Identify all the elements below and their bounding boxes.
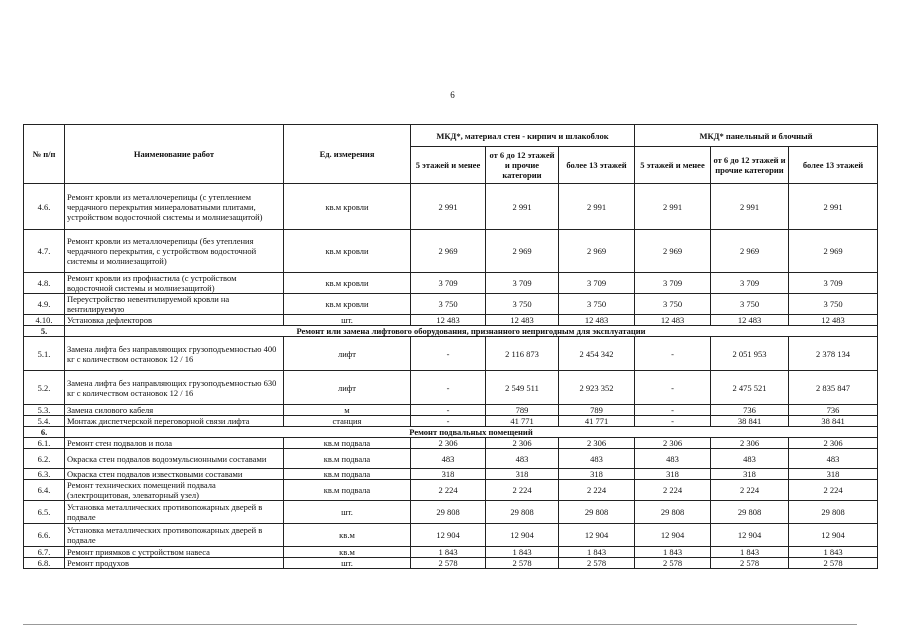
unit-cell: кв.м кровли (284, 294, 411, 315)
cost-value-cell: 2 224 (411, 480, 486, 501)
row-number: 5.4. (24, 416, 65, 427)
cost-value-cell: 38 841 (789, 416, 878, 427)
header-number: № п/п (24, 125, 65, 184)
cost-value-cell: 2 306 (411, 438, 486, 449)
table-row (24, 371, 878, 405)
work-name-cell: Установка дефлекторов (65, 315, 284, 326)
cost-value-cell: 12 483 (635, 315, 711, 326)
cost-value-cell: 2 224 (559, 480, 635, 501)
cost-value-cell: 12 904 (635, 524, 711, 547)
cost-value-cell: 2 306 (635, 438, 711, 449)
work-name-cell: Ремонт технических помещений подвала (электрощитовая, элеваторный узел) (65, 480, 284, 501)
header-floors-6-12: от 6 до 12 этажей и прочие категории (711, 147, 789, 184)
cost-value-cell: 483 (789, 449, 878, 469)
section-title: Ремонт подвальных помещений (65, 427, 878, 438)
work-name-cell: Ремонт стен подвалов и пола (65, 438, 284, 449)
table-row (24, 438, 878, 449)
work-name-cell: Переустройство невентилируемой кровли на вентилируемую (65, 294, 284, 315)
unit-cell: кв.м (284, 524, 411, 547)
cost-value-cell: 3 709 (486, 273, 559, 294)
cost-value-cell: 318 (711, 469, 789, 480)
cost-value-cell: 2 224 (635, 480, 711, 501)
cost-value-cell: 2 991 (789, 184, 878, 230)
cost-value-cell: 2 835 847 (789, 371, 878, 405)
work-name-cell: Ремонт приямков с устройством навеса (65, 547, 284, 558)
work-name-cell: Ремонт продухов (65, 558, 284, 569)
unit-cell: кв.м подвала (284, 480, 411, 501)
cost-value-cell: 483 (635, 449, 711, 469)
work-name-cell: Установка металлических противопожарных дверей в подвале (65, 524, 284, 547)
cost-value-cell: 3 750 (789, 294, 878, 315)
cost-value-cell: 2 578 (711, 558, 789, 569)
row-number: 6.4. (24, 480, 65, 501)
cost-value-cell: 318 (559, 469, 635, 480)
unit-cell: станция (284, 416, 411, 427)
cost-value-cell: 3 750 (411, 294, 486, 315)
table-row (24, 469, 878, 480)
cost-value-cell: 29 808 (486, 501, 559, 524)
row-number: 4.10. (24, 315, 65, 326)
cost-value-cell: 3 709 (411, 273, 486, 294)
cost-value-cell: 3 750 (486, 294, 559, 315)
row-number: 4.8. (24, 273, 65, 294)
page-number: 6 (450, 90, 455, 100)
header-unit: Ед. измерения (284, 125, 411, 184)
table-row (24, 480, 878, 501)
cost-value-cell: 2 306 (711, 438, 789, 449)
cost-value-cell: 2 378 134 (789, 337, 878, 371)
cost-value-cell: 12 904 (559, 524, 635, 547)
cost-value-cell: 3 709 (559, 273, 635, 294)
table-row (24, 337, 878, 371)
cost-value-cell: 29 808 (711, 501, 789, 524)
table-row (24, 184, 878, 230)
cost-value-cell: 12 483 (486, 315, 559, 326)
header-group-brick: МКД*, материал стен - кирпич и шлакоблок (411, 125, 635, 147)
row-number: 5.2. (24, 371, 65, 405)
cost-value-cell: 12 904 (411, 524, 486, 547)
cost-value-cell: - (635, 371, 711, 405)
cost-value-cell: 2 991 (411, 184, 486, 230)
cost-value-cell: 38 841 (711, 416, 789, 427)
bottom-rule (23, 624, 857, 625)
table-row (24, 315, 878, 326)
cost-value-cell: - (411, 337, 486, 371)
cost-value-cell: 2 475 521 (711, 371, 789, 405)
section-row (24, 427, 878, 438)
cost-value-cell: 318 (635, 469, 711, 480)
cost-value-cell: 1 843 (711, 547, 789, 558)
cost-value-cell: 12 904 (789, 524, 878, 547)
table-row (24, 416, 878, 427)
cost-value-cell: 318 (411, 469, 486, 480)
cost-value-cell: 3 750 (559, 294, 635, 315)
header-floors-13: более 13 этажей (559, 147, 635, 184)
row-number: 4.9. (24, 294, 65, 315)
cost-value-cell: 12 483 (559, 315, 635, 326)
row-number: 5. (24, 326, 65, 337)
unit-cell: шт. (284, 501, 411, 524)
cost-value-cell: 12 904 (711, 524, 789, 547)
cost-value-cell: 29 808 (789, 501, 878, 524)
header-work-name: Наименование работ (65, 125, 284, 184)
cost-value-cell: - (411, 371, 486, 405)
cost-value-cell: 483 (411, 449, 486, 469)
table-row (24, 230, 878, 273)
row-number: 6.1. (24, 438, 65, 449)
cost-value-cell: 2 306 (789, 438, 878, 449)
cost-value-cell: 2 969 (486, 230, 559, 273)
table-row (24, 449, 878, 469)
cost-value-cell: 2 224 (789, 480, 878, 501)
cost-value-cell: - (411, 405, 486, 416)
cost-value-cell: 12 483 (711, 315, 789, 326)
row-number: 6.6. (24, 524, 65, 547)
cost-value-cell: 1 843 (411, 547, 486, 558)
row-number: 6.2. (24, 449, 65, 469)
table-row (24, 547, 878, 558)
cost-value-cell: 2 969 (559, 230, 635, 273)
table-row (24, 524, 878, 547)
cost-value-cell: - (635, 337, 711, 371)
unit-cell: м (284, 405, 411, 416)
cost-value-cell: 2 578 (411, 558, 486, 569)
unit-cell: кв.м подвала (284, 469, 411, 480)
cost-value-cell: 12 483 (789, 315, 878, 326)
cost-value-cell: 2 991 (711, 184, 789, 230)
unit-cell: кв.м кровли (284, 273, 411, 294)
work-name-cell: Ремонт кровли из металлочерепицы (с утеплением чердачного перекрытия минераловатными плитами, устройством водосточной системы и молниезащитой) (65, 184, 284, 230)
work-name-cell: Замена силового кабеля (65, 405, 284, 416)
cost-value-cell: 1 843 (789, 547, 878, 558)
cost-value-cell: 2 969 (711, 230, 789, 273)
cost-value-cell: 2 578 (789, 558, 878, 569)
cost-value-cell: 3 709 (711, 273, 789, 294)
cost-value-cell: 1 843 (559, 547, 635, 558)
work-name-cell: Замена лифта без направляющих грузоподъемностью 400 кг с количеством остановок 12 / 16 (65, 337, 284, 371)
cost-value-cell: 3 709 (789, 273, 878, 294)
cost-value-cell: 2 969 (411, 230, 486, 273)
table-row (24, 558, 878, 569)
unit-cell: кв.м (284, 547, 411, 558)
unit-cell: кв.м кровли (284, 184, 411, 230)
cost-value-cell: 789 (559, 405, 635, 416)
table-row (24, 501, 878, 524)
header-group-panel: МКД* панельный и блочный (635, 125, 878, 147)
table-body (24, 184, 878, 569)
cost-value-cell: 2 578 (559, 558, 635, 569)
work-name-cell: Окраска стен подвалов известковыми составами (65, 469, 284, 480)
cost-value-cell: 483 (559, 449, 635, 469)
unit-cell: кв.м подвала (284, 438, 411, 449)
cost-value-cell: 29 808 (559, 501, 635, 524)
row-number: 6. (24, 427, 65, 438)
work-name-cell: Окраска стен подвалов водоэмульсионными составами (65, 449, 284, 469)
cost-value-cell: 2 051 953 (711, 337, 789, 371)
cost-value-cell: 29 808 (411, 501, 486, 524)
table-row (24, 294, 878, 315)
cost-value-cell: 41 771 (486, 416, 559, 427)
cost-value-cell: 3 750 (635, 294, 711, 315)
row-number: 6.8. (24, 558, 65, 569)
cost-value-cell: 318 (789, 469, 878, 480)
row-number: 4.7. (24, 230, 65, 273)
cost-table (23, 124, 878, 569)
unit-cell: кв.м подвала (284, 449, 411, 469)
cost-value-cell: - (635, 416, 711, 427)
cost-value-cell: 2 306 (559, 438, 635, 449)
cost-value-cell: 2 969 (635, 230, 711, 273)
cost-value-cell: 2 991 (635, 184, 711, 230)
row-number: 6.7. (24, 547, 65, 558)
row-number: 6.3. (24, 469, 65, 480)
unit-cell: шт. (284, 315, 411, 326)
table-row (24, 405, 878, 416)
section-title: Ремонт или замена лифтового оборудования, признанного непригодным для эксплуатации (65, 326, 878, 337)
cost-value-cell: 736 (711, 405, 789, 416)
cost-value-cell: 12 904 (486, 524, 559, 547)
cost-value-cell: 3 750 (711, 294, 789, 315)
cost-value-cell: 2 923 352 (559, 371, 635, 405)
table-row (24, 273, 878, 294)
unit-cell: лифт (284, 337, 411, 371)
cost-value-cell: 2 224 (486, 480, 559, 501)
cost-value-cell: - (635, 405, 711, 416)
cost-value-cell: 3 709 (635, 273, 711, 294)
cost-value-cell: 12 483 (411, 315, 486, 326)
cost-value-cell: 789 (486, 405, 559, 416)
cost-value-cell: 2 969 (789, 230, 878, 273)
cost-value-cell: 2 549 511 (486, 371, 559, 405)
header-floors-13: более 13 этажей (789, 147, 878, 184)
cost-value-cell: 2 991 (486, 184, 559, 230)
header-floors-6-12: от 6 до 12 этажей и прочие категории (486, 147, 559, 184)
cost-value-cell: 2 454 342 (559, 337, 635, 371)
cost-value-cell: 2 116 873 (486, 337, 559, 371)
cost-value-cell: - (411, 416, 486, 427)
cost-value-cell: 483 (486, 449, 559, 469)
cost-value-cell: 2 306 (486, 438, 559, 449)
work-name-cell: Установка металлических противопожарных дверей в подвале (65, 501, 284, 524)
header-floors-5: 5 этажей и менее (411, 147, 486, 184)
row-number: 4.6. (24, 184, 65, 230)
cost-value-cell: 318 (486, 469, 559, 480)
unit-cell: лифт (284, 371, 411, 405)
cost-value-cell: 1 843 (635, 547, 711, 558)
cost-value-cell: 483 (711, 449, 789, 469)
row-number: 6.5. (24, 501, 65, 524)
cost-value-cell: 41 771 (559, 416, 635, 427)
unit-cell: кв.м кровли (284, 230, 411, 273)
unit-cell: шт. (284, 558, 411, 569)
cost-value-cell: 2 578 (486, 558, 559, 569)
work-name-cell: Ремонт кровли из профнастила (с устройством водосточной системы и молниезащитой) (65, 273, 284, 294)
work-name-cell: Монтаж диспетчерской переговорной связи лифта (65, 416, 284, 427)
cost-value-cell: 29 808 (635, 501, 711, 524)
cost-value-cell: 2 224 (711, 480, 789, 501)
header-floors-5: 5 этажей и менее (635, 147, 711, 184)
cost-value-cell: 1 843 (486, 547, 559, 558)
row-number: 5.1. (24, 337, 65, 371)
cost-value-cell: 2 578 (635, 558, 711, 569)
cost-value-cell: 736 (789, 405, 878, 416)
row-number: 5.3. (24, 405, 65, 416)
cost-value-cell: 2 991 (559, 184, 635, 230)
work-name-cell: Замена лифта без направляющих грузоподъемностью 630 кг с количеством остановок 12 / 16 (65, 371, 284, 405)
work-name-cell: Ремонт кровли из металлочерепицы (без утепления чердачного перекрытия, с устройством водосточной системы и молниезащитой) (65, 230, 284, 273)
section-row (24, 326, 878, 337)
